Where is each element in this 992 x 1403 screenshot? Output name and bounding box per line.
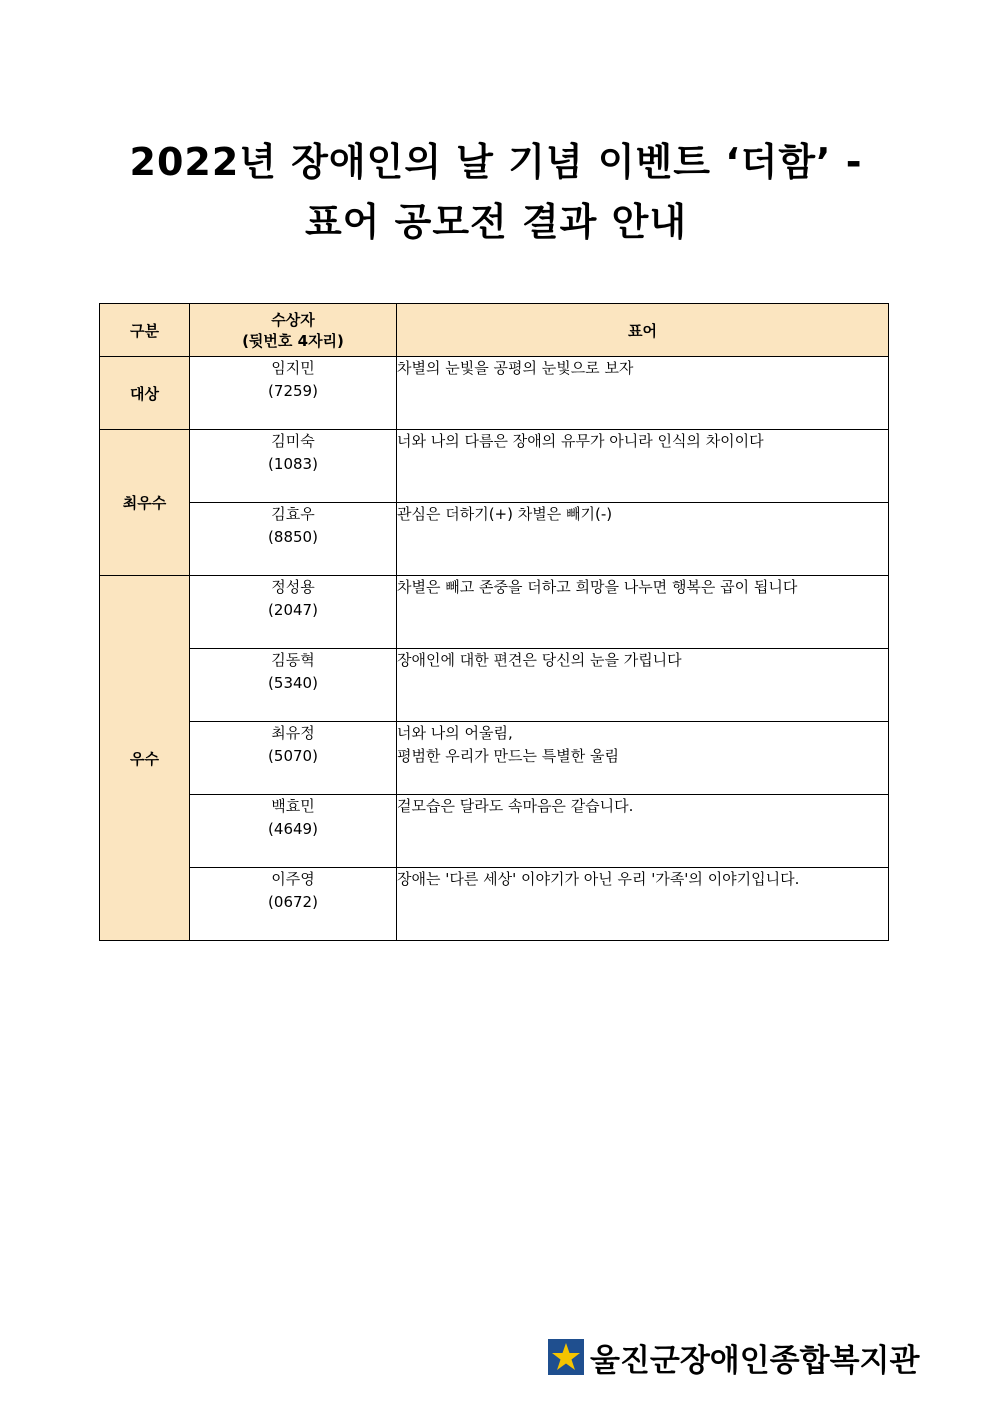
winner-cell (190, 503, 397, 576)
header-winner-line-1: 수상자 (271, 311, 315, 329)
slogan-cell (397, 503, 889, 576)
winner-code: (2047) (268, 601, 318, 619)
slogan-cell (397, 649, 889, 722)
winner-code: (4649) (268, 820, 318, 838)
results-table (99, 303, 889, 941)
category-cell: 대상 (100, 357, 190, 430)
table-row (100, 357, 889, 430)
winner-name: 이주영 (271, 870, 315, 888)
winner-code: (1083) (268, 455, 318, 473)
winner-cell (190, 576, 397, 649)
slogan-cell (397, 722, 889, 795)
category-cell: 우수 (100, 576, 190, 941)
winner-code: (5070) (268, 747, 318, 765)
title-line-2: 표어 공모전 결과 안내 (304, 200, 688, 244)
winner-name: 백효민 (271, 797, 315, 815)
winner-cell (190, 868, 397, 941)
table-row (100, 649, 889, 722)
header-winner (190, 304, 397, 357)
winner-name: 김미숙 (271, 432, 315, 450)
header-category: 구분 (100, 304, 190, 357)
winner-code: (7259) (268, 382, 318, 400)
table-row (100, 795, 889, 868)
slogan-line: 차별의 눈빛을 공평의 눈빛으로 보자 (397, 359, 634, 377)
table-row (100, 430, 889, 503)
slogan-cell (397, 576, 889, 649)
page-title (0, 132, 992, 252)
winner-name: 정성용 (271, 578, 315, 596)
slogan-line: 장애인에 대한 편견은 당신의 눈을 가립니다 (397, 651, 682, 669)
header-winner-line-2: (뒷번호 4자리) (242, 332, 344, 350)
winner-cell (190, 430, 397, 503)
table-row (100, 576, 889, 649)
table-header-row (100, 304, 889, 357)
winner-cell (190, 722, 397, 795)
slogan-line: 장애는 '다른 세상' 이야기가 아닌 우리 '가족'의 이야기입니다. (397, 870, 800, 888)
slogan-cell (397, 430, 889, 503)
winner-name: 임지민 (271, 359, 315, 377)
slogan-line: 너와 나의 다름은 장애의 유무가 아니라 인식의 차이이다 (397, 432, 764, 450)
table-row (100, 868, 889, 941)
slogan-line: 차별은 빼고 존중을 더하고 희망을 나누면 행복은 곱이 됩니다 (397, 578, 798, 596)
winner-cell (190, 649, 397, 722)
winner-code: (0672) (268, 893, 318, 911)
winner-code: (5340) (268, 674, 318, 692)
table-row (100, 503, 889, 576)
winner-code: (8850) (268, 528, 318, 546)
table-row (100, 722, 889, 795)
slogan-line: 겉모습은 달라도 속마음은 같습니다. (397, 797, 634, 815)
winner-cell (190, 357, 397, 430)
slogan-cell (397, 795, 889, 868)
organization-name: 울진군장애인종합복지관 (590, 1342, 920, 1379)
slogan-line: 관심은 더하기(+) 차별은 빼기(-) (397, 505, 613, 523)
star-logo-icon (548, 1339, 584, 1375)
winner-name: 김동혁 (271, 651, 315, 669)
footer-logo (548, 1337, 919, 1377)
winner-name: 최유정 (271, 724, 315, 742)
slogan-line: 평범한 우리가 만드는 특별한 울림 (397, 747, 619, 765)
slogan-cell (397, 357, 889, 430)
category-cell: 최우수 (100, 430, 190, 576)
winner-cell (190, 795, 397, 868)
slogan-cell (397, 868, 889, 941)
title-line-1: 2022년 장애인의 날 기념 이벤트 ‘더함’ - (129, 140, 863, 184)
winner-name: 김효우 (271, 505, 315, 523)
header-slogan: 표어 (397, 304, 889, 357)
slogan-line: 너와 나의 어울림, (397, 724, 513, 742)
